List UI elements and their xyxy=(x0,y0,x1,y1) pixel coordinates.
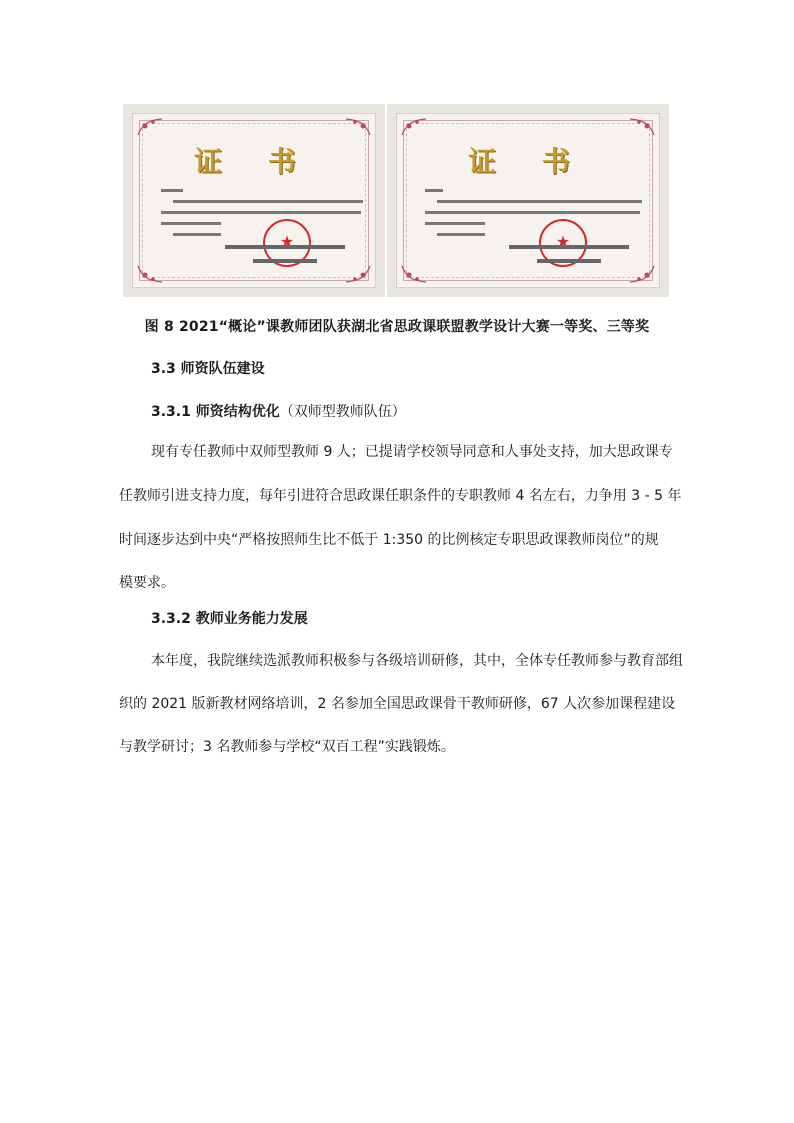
floral-ornament-icon xyxy=(137,118,163,136)
paragraph-line: 现有专任教师中双师型教师 9 人；已提请学校领导同意和人事处支持，加大思政课专 xyxy=(151,444,673,460)
paragraph-line: 模要求。 xyxy=(119,575,175,591)
certificate-issuer xyxy=(509,245,629,249)
subsection-heading-structure xyxy=(151,401,406,421)
floral-ornament-icon xyxy=(629,265,655,283)
certificate-photos xyxy=(123,104,669,297)
paragraph-line: 与教学研讨；3 名教师参与学校“双百工程”实践锻炼。 xyxy=(119,739,455,755)
figure-caption: 图 8 2021“概论”课教师团队获湖北省思政课联盟教学设计大赛一等奖、三等奖 xyxy=(144,319,650,335)
subsection-heading-title: 3.3.1 师资结构优化 xyxy=(151,404,280,420)
floral-ornament-icon xyxy=(401,118,427,136)
subsection-heading-note: （双师型教师队伍） xyxy=(279,404,406,420)
floral-ornament-icon xyxy=(137,265,163,283)
floral-ornament-icon xyxy=(401,265,427,283)
certificate-photo-first-prize xyxy=(123,104,385,297)
paragraph-line: 任教师引进支持力度，每年引进符合思政课任职条件的专职教师 4 名左右，力争用 3 - 5 年 xyxy=(119,488,682,504)
paragraph-line: 本年度，我院继续选派教师积极参与各级培训研修，其中，全体专任教师参与教育部组 xyxy=(151,653,683,669)
certificate-title: 证 书 xyxy=(194,145,314,178)
certificate-photo-third-prize xyxy=(387,104,669,297)
certificate-date xyxy=(253,259,317,263)
floral-ornament-icon xyxy=(345,265,371,283)
paragraph-line: 织的 2021 版新教材网络培训，2 名参加全国思政课骨干教师研修，67 人次参加课程建设 xyxy=(119,696,676,712)
certificate xyxy=(396,113,660,288)
paragraph-line: 时间逐步达到中央“严格按照师生比不低于 1:350 的比例核定专职思政课教师岗位”的规 xyxy=(119,532,659,548)
certificate-title: 证 书 xyxy=(468,145,588,178)
certificate-body-text xyxy=(161,186,351,241)
certificate-date xyxy=(537,259,601,263)
section-heading: 3.3 师资队伍建设 xyxy=(151,361,265,377)
subsection-heading-development: 3.3.2 教师业务能力发展 xyxy=(151,611,308,627)
floral-ornament-icon xyxy=(345,118,371,136)
certificate-body-text xyxy=(425,186,635,241)
certificate-issuer xyxy=(225,245,345,249)
certificate xyxy=(132,113,376,288)
floral-ornament-icon xyxy=(629,118,655,136)
